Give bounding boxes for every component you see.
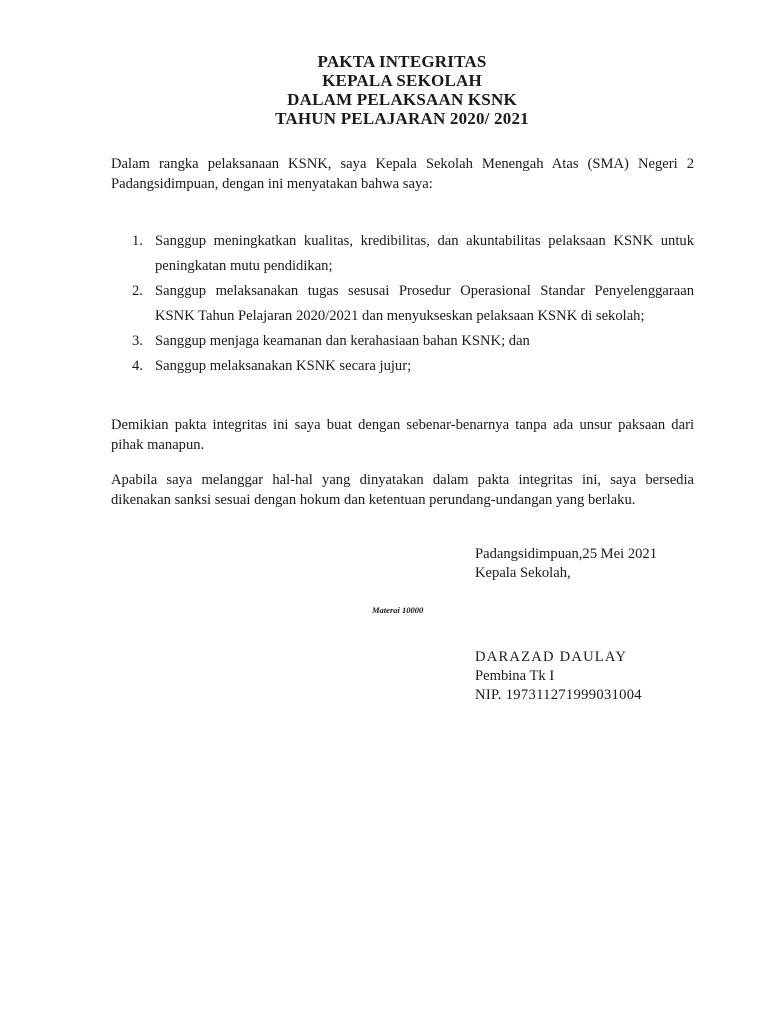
list-item-number: 1.	[132, 233, 143, 249]
list-item-number: 3.	[132, 333, 143, 349]
list-item	[111, 329, 694, 354]
list-item-number: 4.	[132, 358, 143, 374]
place-date: Padangsidimpuan,25 Mei 2021	[475, 546, 658, 562]
list-item-text: Sanggup melaksanakan tugas sesusai Prosedur Operasional Standar Penyelenggaraan KSNK Tahun Pelajaran 2020/2021 dan menyukseskan pelaksaan KSNK di sekolah;	[155, 283, 694, 324]
stamp-label: Materai 10000	[372, 605, 424, 615]
closing-paragraph: Demikian pakta integritas ini saya buat dengan sebenar-benarnya tanpa ada unsur paksaan dari pihak manapun.	[111, 417, 694, 453]
list-item-text: Sanggup menjaga keamanan dan kerahasiaan bahan KSNK; dan	[155, 333, 530, 349]
list-item-text: Sanggup melaksanakan KSNK secara jujur;	[155, 358, 412, 374]
list-item	[111, 279, 694, 329]
title-line: TAHUN PELAJARAN 2020/ 2021	[275, 109, 529, 128]
title-line: DALAM PELAKSAAN KSNK	[287, 90, 517, 109]
signer-rank: Pembina Tk I	[475, 668, 555, 684]
title-line: KEPALA SEKOLAH	[322, 71, 482, 90]
list-item	[111, 229, 694, 279]
sanction-paragraph: Apabila saya melanggar hal-hal yang dinyatakan dalam pakta integritas ini, saya bersedia dikenakan sanksi sesuai dengan hokum dan ketentuan perundang-undangan yang berlaku.	[111, 472, 694, 508]
document-title	[0, 52, 768, 128]
commitment-list	[111, 229, 694, 379]
list-item-text: Sanggup meningkatkan kualitas, kredibilitas, dan akuntabilitas pelaksaan KSNK untuk peningkatan mutu pendidikan;	[155, 233, 694, 274]
list-item-number: 2.	[132, 283, 143, 299]
list-item	[111, 354, 694, 379]
title-line: PAKTA INTEGRITAS	[317, 52, 487, 71]
signer-name: DARAZAD DAULAY	[475, 649, 628, 665]
intro-paragraph: Dalam rangka pelaksanaan KSNK, saya Kepala Sekolah Menengah Atas (SMA) Negeri 2 Padangsidimpuan, dengan ini menyatakan bahwa saya:	[111, 156, 694, 192]
signer-nip: NIP. 197311271999031004	[475, 687, 642, 703]
signer-role: Kepala Sekolah,	[475, 565, 571, 581]
